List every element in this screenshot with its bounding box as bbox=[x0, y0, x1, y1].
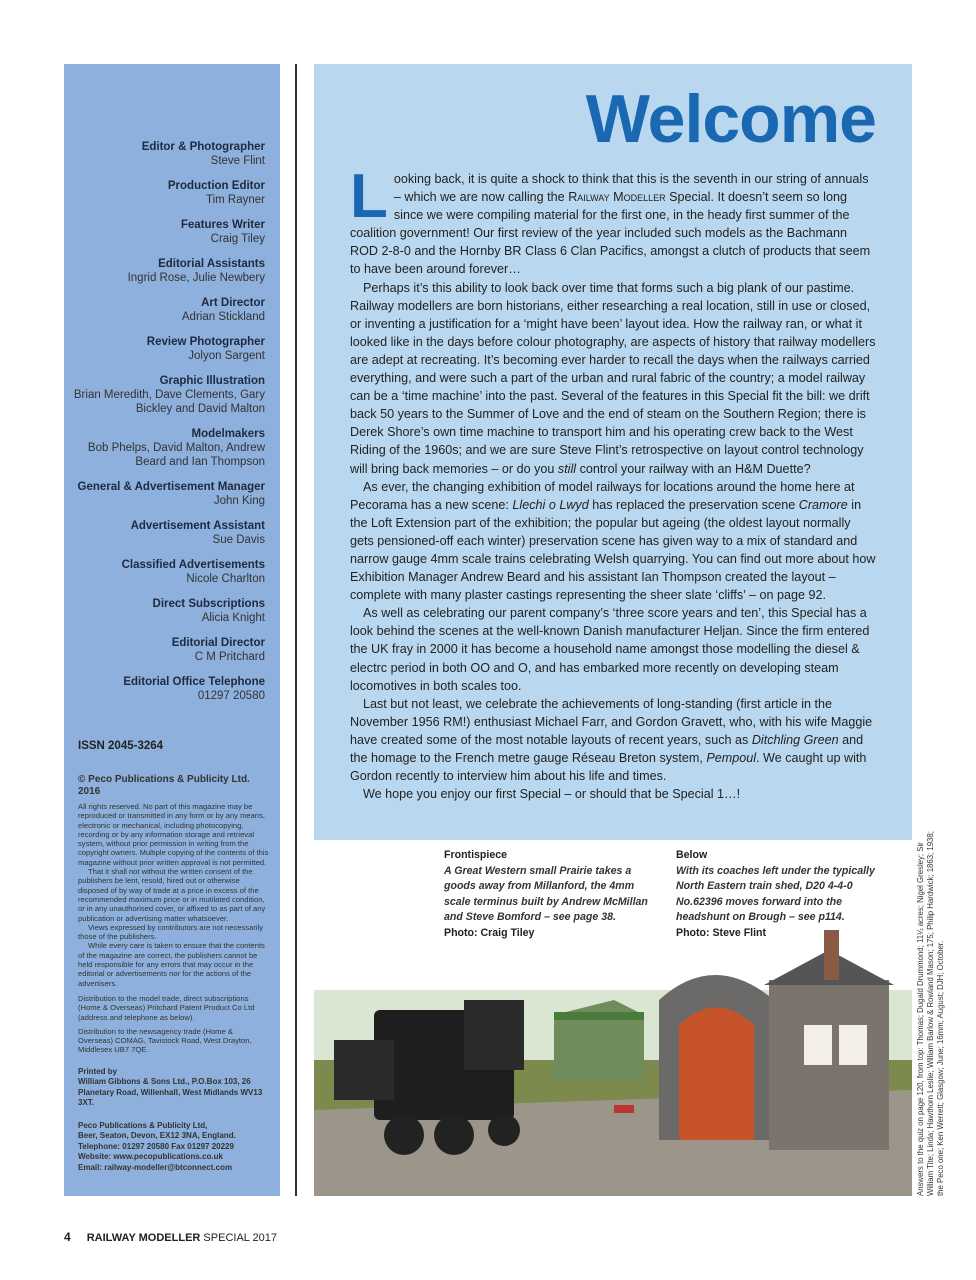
printer-address: William Gibbons & Sons Ltd., P.O.Box 103, 26 Planetary Road, Willenhall, West Midlands WV13 3XT. bbox=[78, 1077, 263, 1108]
page-title: Welcome bbox=[585, 81, 876, 157]
copyright: © Peco Publications & Publicity Ltd. 2016 bbox=[78, 774, 250, 797]
credit-name: Tim Rayner bbox=[206, 194, 265, 206]
credit-role: Production Editor bbox=[167, 180, 265, 192]
credit-role: Editorial Assistants bbox=[158, 258, 265, 270]
credit-role: Editor & Photographer bbox=[141, 141, 265, 153]
text-run: control your railway with an H&M Duette? bbox=[576, 461, 811, 476]
publisher-email[interactable]: Email: railway-modeller@btconnect.com bbox=[78, 1162, 233, 1172]
credit-name: Nicole Charlton bbox=[186, 573, 265, 585]
credit-role: General & Advertisement Manager bbox=[77, 481, 265, 493]
credit-entry bbox=[65, 636, 265, 664]
credit-entry bbox=[65, 480, 265, 508]
credit-name: Ingrid Rose, Julie Newbery bbox=[127, 272, 265, 284]
credit-name: Adrian Stickland bbox=[181, 311, 265, 323]
credit-role: Graphic Illustration bbox=[159, 375, 265, 387]
credit-name: Jolyon Sargent bbox=[188, 350, 265, 362]
publisher-website[interactable]: Website: www.pecopublications.co.uk bbox=[78, 1152, 223, 1162]
printer-info bbox=[78, 1067, 270, 1109]
caption-frontispiece bbox=[444, 848, 654, 941]
text-run: As ever, the changing exhibition of model railways for locations around the home here at Pecorama has a new scene: bbox=[350, 479, 855, 512]
text-run: Railway Modeller bbox=[568, 190, 666, 205]
staff-credits bbox=[65, 140, 265, 714]
credit-entry bbox=[65, 179, 265, 207]
photo-credit: Photo: Craig Tiley bbox=[444, 926, 535, 939]
text-run: and the homage to the French metre gauge Réseau Breton system, bbox=[350, 732, 864, 765]
text-run: Last but not least, we celebrate the achievements of long-standing (first article in the November 1956 RM!) enthusiast Michael Farr, and Gordon Gravett, who, with his wife Maggie have created some of the most notable layouts of recent years, such as bbox=[350, 696, 873, 747]
drop-cap: L bbox=[350, 162, 388, 231]
article-paragraph bbox=[350, 604, 877, 694]
text-run: has replaced the preservation scene bbox=[588, 497, 799, 512]
staff-sidebar bbox=[64, 64, 280, 1196]
credit-name: Brian Meredith, Dave Clements, Gary Bickley and David Malton bbox=[73, 389, 265, 415]
distribution-model: Distribution to the model trade, direct subscriptions (Home & Overseas) Pritchard Patent Product Co Ltd (address and telephone as below). bbox=[78, 993, 255, 1022]
credit-name: John King bbox=[213, 495, 265, 507]
credit-entry bbox=[65, 597, 265, 625]
text-run: Special. It doesn’t seem so long since we were compiling material for the first one, in the heady first summer of the coalition government! Our first review of the year included such models as the Bachmann ROD 2-8-0 and the Hornby BR Class 6 Clan Pacifics, amongst a clutch of products that seem to have been around forever… bbox=[350, 190, 871, 277]
credit-role: Features Writer bbox=[180, 219, 265, 231]
text-run: Perhaps it’s this ability to look back over time that forms such a big plank of our pastime. Railway modellers are born historians, either researching a real location, still in use or closed, or inventing a justification for a ‘might have been’ layout idea. How the railway ran, or what it looked like in the days before colour photography, are aspects of history that railway modellers are adept at recreating. It’s becoming ever harder to recall the days when the railways carried everything, and were such a part of the urban and rural fabric of the country; a model railway can be a ‘time machine’ into the past. Several of the features in this Special fit the bill: we drift back 50 years to the Summer of Love and the end of steam on the Southern Region; there is Derek Shore’s own time machine to transport him and his operating crew back to the West Riding of the 1960s; and we are sure Steve Flint’s retrospective on layout control technology will bring back memories – or do you bbox=[350, 280, 876, 476]
text-run: We hope you enjoy our first Special – or should that be Special 1…! bbox=[363, 787, 741, 802]
caption-below bbox=[676, 848, 886, 941]
credit-entry bbox=[65, 296, 265, 324]
text-run: . We caught up with Gordon recently to interview him about his life and times. bbox=[350, 751, 867, 784]
printed-label: Printed by bbox=[78, 1066, 118, 1076]
credit-entry bbox=[65, 374, 265, 416]
credit-role: Direct Subscriptions bbox=[152, 598, 265, 610]
text-run: in the Loft Extension part of the exhibition; the popular but ageing (the oldest layout normally gets pensioned-off each winter) preservation scene has given way to a mix of standard and narrow gauge 4mm scale trains celebrating Welsh quarrying. You can find out more about how Exhibition Manager Andrew Beard and his assistant Ian Thompson created the layout – complete with many plaster castings representing the sheer slate ‘cliffs’ – on page 92. bbox=[350, 497, 876, 603]
article-body bbox=[350, 162, 877, 803]
page-number: 4 bbox=[64, 1230, 71, 1244]
rights-text: All rights reserved. No part of this magazine may be reproduced or transmitted in any form or by any means, electronic or mechanical, including photocopying, recording or by any information storage and retrieval system, without prior permission in writing from the copyright owners. Multiple copying of the contents of this magazine without prior written approval is not permitted. bbox=[78, 802, 269, 867]
text-run: As well as celebrating our parent company’s ‘three score years and ten’, this Special has a look behind the scenes at the well-known Danish manufacturer Heljan. Since the firm entered the UK fray in 2000 it has become a household name amongst those modelling the diesel & electrc period in both OO and O, and has embarked more recently on developing steam locomotives in both scales too. bbox=[350, 606, 870, 693]
credit-entry bbox=[65, 257, 265, 285]
caption-text: With its coaches left under the typically North Eastern train shed, D20 4-4-0 No.62396 moves forward into the headshunt on Brough – see p114. bbox=[676, 864, 875, 923]
credit-entry bbox=[65, 140, 265, 168]
page-footer bbox=[64, 1230, 277, 1244]
text-run: Pempoul bbox=[706, 751, 757, 765]
credit-entry bbox=[65, 558, 265, 586]
issn: ISSN 2045-3264 bbox=[78, 740, 164, 752]
credit-role: Editorial Office Telephone bbox=[123, 676, 265, 688]
distribution-news: Distribution to the newsagency trade (Home & Overseas) COMAG, Tavistock Road, West Drayton, Middlesex UB7 7QE. bbox=[78, 1026, 252, 1055]
credit-role: Art Director bbox=[201, 297, 265, 309]
care-text: While every care is taken to ensure that the contents of the magazine are correct, the publishers cannot be held responsible for any errors that may occur in the editorial or advertisements nor for the actions of the advertisers. bbox=[78, 941, 265, 988]
welcome-panel bbox=[314, 64, 912, 840]
caption-heading: Below bbox=[676, 849, 708, 861]
magazine-name: RAILWAY MODELLER bbox=[86, 1232, 201, 1244]
publisher-address: Beer, Seaton, Devon, EX12 3NA, England. bbox=[78, 1131, 236, 1141]
credit-name: Alicia Knight bbox=[201, 612, 265, 624]
publisher-phone: Telephone: 01297 20580 Fax 01297 20229 bbox=[78, 1141, 234, 1151]
article-paragraph bbox=[350, 478, 877, 605]
article-paragraph bbox=[350, 162, 877, 279]
article-paragraph bbox=[350, 279, 877, 478]
credit-entry bbox=[65, 218, 265, 246]
caption-text: A Great Western small Prairie takes a goods away from Millanford, the 4mm scale terminus built by Andrew McMillan and Steve Bomford – see page 38. bbox=[444, 864, 648, 923]
column-divider bbox=[295, 64, 297, 1196]
caption-heading: Frontispiece bbox=[444, 849, 507, 861]
publisher-info bbox=[78, 1121, 270, 1174]
frontispiece-photo bbox=[314, 840, 912, 1196]
issue-name: SPECIAL 2017 bbox=[200, 1232, 278, 1244]
resale-text: That it shall not without the written consent of the publishers be lent, resold, hired out or otherwise disposed of by way of trade at a price in excess of the recommended maximum price or in mutilated condition, or in any unauthorised cover, or affixed to as part of any publication or advertising matter whatsoever. bbox=[78, 867, 266, 923]
legal-notice bbox=[78, 774, 270, 1173]
credit-entry bbox=[65, 519, 265, 547]
photo-credit: Photo: Steve Flint bbox=[676, 926, 767, 939]
article-paragraph bbox=[350, 695, 877, 785]
publisher-name: Peco Publications & Publicity Ltd, bbox=[78, 1120, 208, 1130]
quiz-answers: Answers to the quiz on page 120, from top: Thomas; Dugald Drummond; 11¼ acres; Nigel Gresley; Sir William Tite; Linda; Hawthorn Leslie; William Barlow & Rowland Mason; 175; Philip Hardwick; 1863; 1938; the Peco one; Ken Werrett; Glasgow; June; 16mm; August; DJH; October. bbox=[916, 831, 945, 1196]
text-run: ooking back, it is quite a shock to think that this is the seventh in our string of annuals – which we are now calling the bbox=[393, 172, 869, 205]
credit-name: Bob Phelps, David Malton, Andrew Beard and Ian Thompson bbox=[87, 442, 265, 468]
credit-name: Craig Tiley bbox=[210, 233, 265, 245]
credit-entry bbox=[65, 427, 265, 469]
credit-role: Classified Advertisements bbox=[121, 559, 265, 571]
text-run: Ditchling Green bbox=[751, 732, 839, 747]
credit-role: Modelmakers bbox=[191, 428, 265, 440]
article-paragraph bbox=[350, 785, 877, 803]
credit-entry bbox=[65, 675, 265, 703]
credit-role: Editorial Director bbox=[171, 637, 265, 649]
text-run: Cramore bbox=[798, 497, 848, 512]
credit-role: Review Photographer bbox=[146, 336, 265, 348]
text-run: still bbox=[557, 461, 577, 476]
credit-name: Steve Flint bbox=[210, 155, 265, 167]
credit-name: Sue Davis bbox=[212, 534, 265, 546]
credit-role: Advertisement Assistant bbox=[130, 520, 265, 532]
credit-name: 01297 20580 bbox=[197, 690, 265, 702]
credit-name: C M Pritchard bbox=[194, 651, 265, 663]
credit-entry bbox=[65, 335, 265, 363]
text-run: Llechi o Lwyd bbox=[512, 497, 589, 512]
views-text: Views expressed by contributors are not necessarily those of the publishers. bbox=[78, 922, 264, 942]
